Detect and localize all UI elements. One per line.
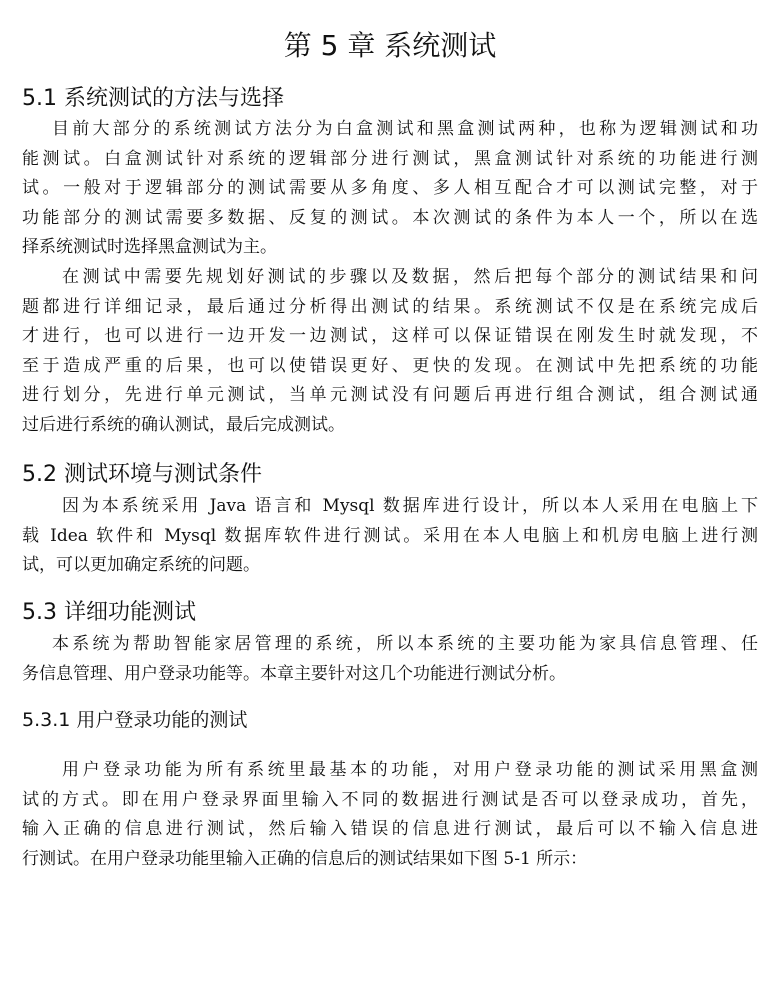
- paragraph-5-1-b: [22, 263, 758, 440]
- text-line: 行测试。在用户登录功能里输入正确的信息后的测试结果如下图 5-1 所示：: [22, 848, 588, 869]
- paragraph-5-2: [22, 492, 758, 581]
- text-line: 本系统为帮助智能家居管理的系统，所以本系统的主要功能为家具信息管理、任: [52, 634, 758, 654]
- text-line: 过后进行系统的确认测试，最后完成测试。: [22, 414, 345, 435]
- text-line: 才进行，也可以进行一边开发一边测试，这样可以保证错误在刚发生时就发现，不: [22, 326, 758, 346]
- text-line: 目前大部分的系统测试方法分为白盒测试和黑盒测试两种，也称为逻辑测试和功: [52, 119, 758, 139]
- text-line: 务信息管理、用户登录功能等。本章主要针对这几个功能进行测试分析。: [22, 663, 566, 684]
- section-heading-5-3: 5.3 详细功能测试: [22, 600, 196, 625]
- text-line: 用户登录功能为所有系统里最基本的功能，对用户登录功能的测试采用黑盒测: [62, 760, 758, 780]
- text-line: 能测试。白盒测试针对系统的逻辑部分进行测试，黑盒测试针对系统的功能进行测: [22, 148, 758, 169]
- text-line: 功能部分的测试需要多数据、反复的测试。本次测试的条件为本人一个，所以在选: [22, 207, 758, 228]
- text-line: 试，可以更加确定系统的问题。: [22, 555, 260, 575]
- paragraph-5-1-a: [22, 115, 758, 263]
- paragraph-5-3: [22, 630, 758, 689]
- text-line: 在测试中需要先规划好测试的步骤以及数据，然后把每个部分的测试结果和问: [62, 267, 758, 287]
- text-line: 择系统测试时选择黑盒测试为主。: [22, 237, 277, 257]
- section-heading-5-2: 5.2 测试环境与测试条件: [22, 462, 262, 487]
- text-line: 载 Idea 软件和 Mysql 数据库软件进行测试。采用在本人电脑上和机房电脑上进行测: [22, 525, 758, 546]
- text-line: 因为本系统采用 Java 语言和 Mysql 数据库进行设计，所以本人采用在电脑上下: [62, 496, 758, 516]
- section-heading-5-1: 5.1 系统测试的方法与选择: [22, 86, 284, 111]
- text-line: 至于造成严重的后果，也可以使错误更好、更快的发现。在测试中先把系统的功能: [22, 355, 758, 376]
- text-line: 题都进行详细记录，最后通过分析得出测试的结果。系统测试不仅是在系统完成后: [22, 296, 758, 317]
- text-line: 进行划分，先进行单元测试，当单元测试没有问题后再进行组合测试，组合测试通: [22, 385, 758, 405]
- chapter-title: 第 5 章 系统测试: [283, 29, 497, 62]
- section-heading-5-3-1: 5.3.1 用户登录功能的测试: [22, 709, 248, 731]
- text-line: 试。一般对于逻辑部分的测试需要从多角度、多人相互配合才可以测试完整，对于: [22, 178, 758, 198]
- text-line: 输入正确的信息进行测试，然后输入错误的信息进行测试，最后可以不输入信息进: [22, 819, 758, 839]
- text-line: 试的方式。即在用户登录界面里输入不同的数据进行测试是否可以登录成功，首先，: [22, 789, 758, 810]
- paragraph-5-3-1: [22, 756, 758, 874]
